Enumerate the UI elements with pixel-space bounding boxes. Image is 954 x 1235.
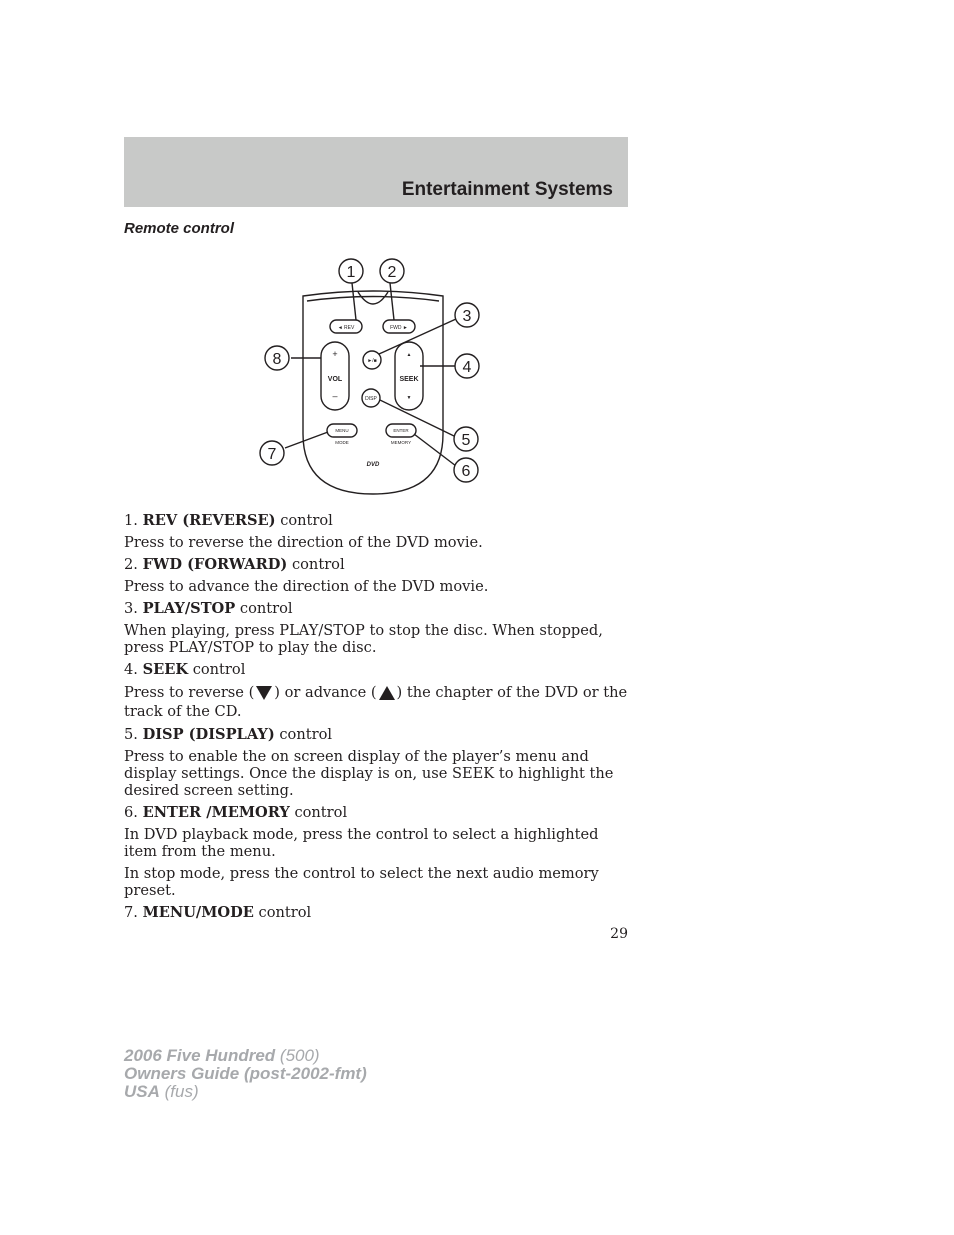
vol-label: VOL: [327, 376, 343, 383]
seek-label: SEEK: [399, 376, 419, 383]
seek-up-icon: [379, 686, 395, 700]
callout-8: 8: [272, 351, 282, 368]
footer-line-3: USA (fus): [124, 1082, 199, 1101]
memory-label: MEMORY: [390, 440, 412, 445]
callout-5: 5: [461, 432, 471, 449]
remote-control-illustration: [258, 254, 488, 499]
item-4-heading: 4. SEEK control: [124, 661, 246, 678]
enter-label: ENTER: [393, 428, 409, 433]
footer-line-2: Owners Guide (post-2002-fmt): [124, 1064, 367, 1083]
leader-2: [390, 283, 394, 320]
item-3-heading: 3. PLAY/STOP control: [124, 600, 293, 617]
section-title: Remote control: [124, 220, 235, 237]
leader-1: [352, 283, 356, 320]
item-5-heading: 5. DISP (DISPLAY) control: [124, 726, 333, 743]
item-6-description-2: In stop mode, press the control to select the next audio memory preset.: [124, 865, 599, 899]
seek-down-label: ▼: [406, 395, 412, 401]
callout-1: 1: [346, 264, 356, 281]
footer-line-1: 2006 Five Hundred (500): [124, 1046, 320, 1065]
play-stop-label: ►/■: [367, 358, 377, 364]
callout-3: 3: [462, 308, 472, 325]
menu-label: MENU: [335, 428, 349, 433]
footer: [124, 1047, 367, 1101]
page-number: 29: [610, 926, 628, 942]
callout-7: 7: [267, 446, 277, 463]
control-descriptions: [124, 512, 628, 926]
item-2-heading: 2. FWD (FORWARD) control: [124, 556, 345, 573]
item-1-description: Press to reverse the direction of the DVD movie.: [124, 534, 483, 551]
header-band: [124, 137, 628, 207]
item-3-description: When playing, press PLAY/STOP to stop the disc. When stopped, press PLAY/STOP to play the disc.: [124, 622, 603, 656]
item-2-description: Press to advance the direction of the DVD movie.: [124, 578, 489, 595]
callout-2: 2: [387, 264, 397, 281]
item-5-description: Press to enable the on screen display of the player’s menu and display settings. Once the display is on, use SEEK to highlight the desired screen setting.: [124, 748, 614, 799]
item-7-heading: 7. MENU/MODE control: [124, 904, 312, 921]
seek-down-icon: [256, 686, 272, 700]
vol-plus-label: +: [332, 349, 338, 359]
rev-label: ◄ REV: [337, 325, 355, 331]
item-6-description: In DVD playback mode, press the control to select a highlighted item from the menu.: [124, 826, 599, 860]
dvd-label: DVD: [366, 462, 380, 468]
vol-minus-label: –: [332, 391, 338, 401]
mode-label: MODE: [335, 440, 349, 445]
callout-6: 6: [461, 463, 471, 480]
leader-7: [285, 432, 328, 448]
item-6-heading: 6. ENTER /MEMORY control: [124, 804, 348, 821]
chapter-title: Entertainment Systems: [401, 179, 613, 200]
remote-top-edge: [307, 297, 439, 302]
seek-up-label: ▲: [406, 352, 412, 358]
item-4-description: Press to reverse ( ) or advance ( ) the chapter of the DVD or the track of the CD.: [124, 684, 628, 720]
remote-notch: [358, 292, 388, 304]
item-1-heading: 1. REV (REVERSE) control: [124, 512, 333, 529]
fwd-label: FWD ►: [390, 325, 408, 331]
callout-4: 4: [462, 359, 472, 376]
leader-6: [414, 434, 456, 466]
disp-label: DISP: [365, 396, 377, 402]
